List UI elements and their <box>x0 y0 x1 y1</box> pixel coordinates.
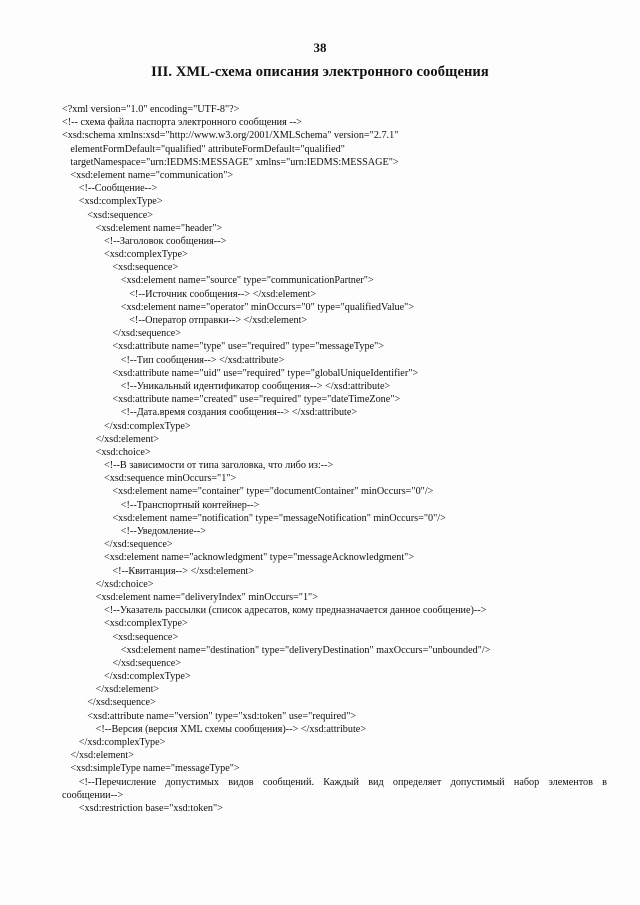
code-line: <xsd:complexType> <box>78 196 163 208</box>
code-line: <!--Заголовок сообщения--> <box>104 235 227 247</box>
code-line: <xsd:element name="communication"> <box>70 169 234 181</box>
code-line: <?xml version="1.0" encoding="UTF-8"?> <box>62 104 240 115</box>
xml-schema-listing <box>62 103 622 815</box>
page-number: 38 <box>313 40 327 55</box>
code-line: <!--Источник сообщения--> </xsd:element> <box>129 288 317 300</box>
code-line: <xsd:choice> <box>95 446 151 458</box>
code-line: <!--Тип сообщения--> </xsd:attribute> <box>120 354 285 366</box>
code-line: <xsd:sequence minOccurs="1"> <box>104 473 237 485</box>
code-line: <xsd:attribute name="uid" use="required" type="globalUniqueIdentifier"> <box>112 367 419 379</box>
code-line: сообщении--> <box>62 789 124 801</box>
code-line: <!--В зависимости от типа заголовка, что либо из:--> <box>104 460 334 472</box>
code-line: targetNamespace="urn:IEDMS:MESSAGE" xmlns="urn:IEDMS:MESSAGE"> <box>70 156 399 168</box>
code-line: <!--Сообщение--> <box>78 183 158 195</box>
code-line: <xsd:simpleType name="messageType"> <box>70 763 240 775</box>
code-line: </xsd:sequence> <box>87 697 156 709</box>
code-line: <xsd:element name="container" type="documentContainer" minOccurs="0"/> <box>112 486 434 498</box>
code-line: <!--Уведомление--> <box>120 526 207 537</box>
code-line: <xsd:sequence> <box>112 262 179 274</box>
code-line: <xsd:restriction base="xsd:token"> <box>78 802 223 814</box>
code-line: <!--Указатель рассылки (список адресатов, кому предназначается данное сообщение)--> <box>104 605 487 617</box>
code-line: <xsd:complexType> <box>104 618 188 630</box>
code-line: </xsd:complexType> <box>78 737 166 748</box>
code-line: </xsd:choice> <box>95 578 154 590</box>
code-line: </xsd:sequence> <box>112 328 182 340</box>
code-line: </xsd:element> <box>70 750 134 762</box>
code-line: <xsd:attribute name="created" use="required" type="dateTimeZone"> <box>112 394 401 406</box>
code-line: <xsd:sequence> <box>87 209 153 221</box>
code-line: <xsd:element name="operator" minOccurs="0" type="qualifiedValue"> <box>120 301 415 313</box>
code-line: <!--Транспортный контейнер--> <box>120 499 260 511</box>
code-line: <!--Квитанция--> </xsd:element> <box>112 565 255 577</box>
code-line: <!--Оператор отправки--> </xsd:element> <box>129 315 308 326</box>
code-line: <xsd:element name="notification" type="messageNotification" minOccurs="0"/> <box>112 512 446 524</box>
code-line: <xsd:schema xmlns:xsd="http://www.w3.org/2001/XMLSchema" version="2.7.1" <box>62 130 399 142</box>
code-line: <xsd:complexType> <box>104 249 188 261</box>
code-line: <!--Дата.время создания сообщения--> </xsd:attribute> <box>120 407 358 419</box>
code-line: <!-- схема файла паспорта электронного сообщения --> <box>62 117 302 129</box>
code-line: <xsd:element name="destination" type="deliveryDestination" maxOccurs="unbounded"/> <box>120 644 491 656</box>
code-line: </xsd:sequence> <box>112 657 182 669</box>
code-line: <xsd:sequence> <box>112 631 179 643</box>
code-line: <xsd:element name="deliveryIndex" minOccurs="1"> <box>95 591 318 603</box>
code-line: <xsd:element name="header"> <box>95 222 223 234</box>
code-line: <!--Версия (версия XML схемы сообщения)--> </xsd:attribute> <box>95 723 367 735</box>
code-line: <xsd:element name="acknowledgment" type="messageAcknowledgment"> <box>104 552 415 564</box>
code-line: <xsd:attribute name="type" use="required" type="messageType"> <box>112 341 385 353</box>
code-line: </xsd:complexType> <box>104 420 191 432</box>
code-line: <xsd:element name="source" type="communicationPartner"> <box>120 275 374 287</box>
code-line: elementFormDefault="qualified" attributeFormDefault="qualified" <box>70 143 345 155</box>
code-line: <xsd:attribute name="version" type="xsd:token" use="required"> <box>87 710 357 722</box>
code-line: </xsd:complexType> <box>104 671 191 683</box>
code-line: <!--Перечисление допустимых видов сообщений. Каждый вид определяет допустимый набор элементов в <box>78 776 607 788</box>
code-line: <!--Уникальный идентификатор сообщения--> </xsd:attribute> <box>120 380 391 392</box>
code-line: </xsd:element> <box>95 433 160 445</box>
section-heading: III. XML-схема описания электронного сообщения <box>151 64 489 80</box>
code-line: </xsd:sequence> <box>104 539 173 551</box>
code-line: </xsd:element> <box>95 684 160 696</box>
